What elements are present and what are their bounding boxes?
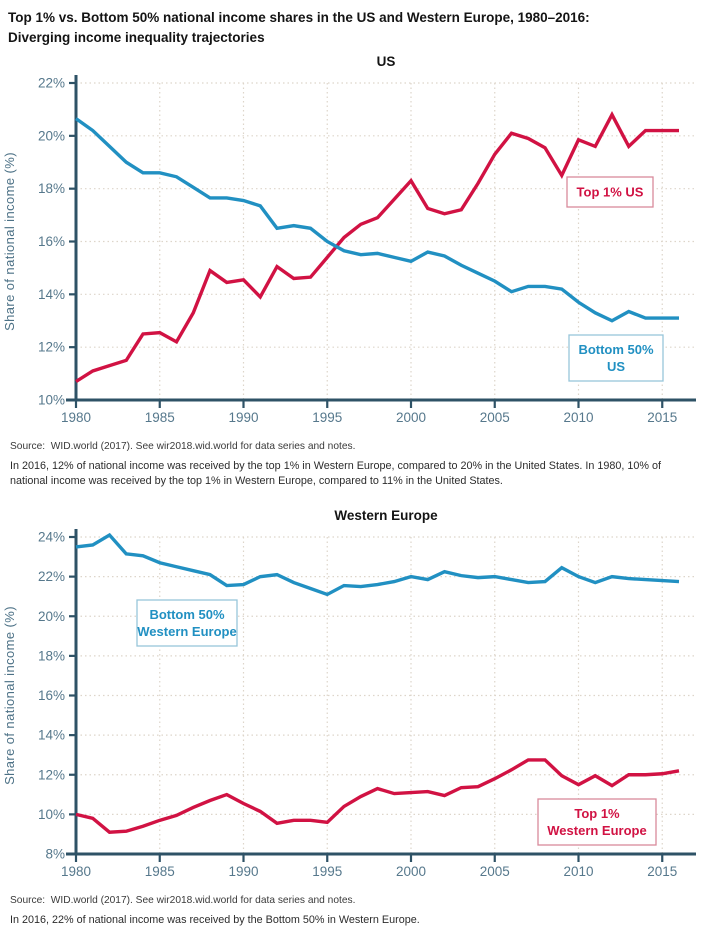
y-tick-label: 12% (37, 767, 65, 783)
x-tick-label: 1990 (228, 410, 259, 426)
series-line-bottom-50-western-europe (76, 535, 679, 594)
y-tick-label: 14% (37, 286, 65, 302)
source-note-we: Source: WID.world (2017). See wir2018.wid.world for data series and notes. (10, 895, 356, 907)
x-tick-label: 1985 (144, 410, 175, 426)
us-income-share-line-chart (0, 47, 710, 429)
y-tick-label: 12% (37, 339, 65, 355)
series-label-text: Bottom 50% (578, 342, 654, 358)
x-tick-label: 2000 (395, 410, 427, 426)
x-tick-label: 1990 (228, 864, 259, 880)
report-title-line-2: Diverging income inequality trajectories (8, 29, 265, 45)
x-tick-label: 1985 (144, 864, 175, 880)
x-tick-label: 2000 (395, 864, 427, 880)
y-tick-label: 22% (37, 75, 65, 91)
annotation-text-we: In 2016, 22% of national income was received by the Bottom 50% in Western Europe. (10, 914, 420, 927)
x-tick-label: 1980 (60, 410, 92, 426)
series-label-text: US (606, 359, 626, 375)
x-tick-label: 1995 (312, 864, 343, 880)
report-title-line-1: Top 1% vs. Bottom 50% national income shares in the US and Western Europe, 1980–2016: (8, 10, 590, 25)
series-label-text: Bottom 50% (149, 607, 225, 623)
series-label-text: Top 1% (574, 806, 620, 822)
annotation-text-us: In 2016, 12% of national income was received by the top 1% in Western Europe, compared to 20% in the United States. In 1980, 10% of national income was received by the top 1% in Western Europe, compared to 11% in the United States. (10, 460, 662, 488)
y-tick-label: 18% (37, 648, 65, 664)
y-tick-label: 22% (37, 569, 65, 585)
x-tick-label: 2015 (647, 410, 678, 426)
x-tick-label: 2010 (563, 864, 594, 880)
y-tick-label: 16% (37, 688, 65, 704)
chart-title: US (376, 54, 396, 70)
x-tick-label: 2005 (479, 864, 510, 880)
x-tick-label: 2015 (647, 864, 678, 880)
y-axis-label: Share of national income (%) (2, 152, 17, 332)
y-tick-label: 20% (37, 609, 65, 625)
y-tick-label: 8% (45, 846, 65, 862)
y-tick-label: 20% (37, 128, 65, 144)
y-tick-label: 10% (37, 807, 65, 823)
western-europe-income-share-line-chart (0, 501, 710, 883)
y-axis-label: Share of national income (%) (2, 606, 17, 786)
y-tick-label: 14% (37, 727, 65, 743)
y-tick-label: 16% (37, 234, 65, 250)
chart-title: Western Europe (334, 508, 438, 524)
series-label-text: Western Europe (547, 823, 647, 839)
x-tick-label: 2005 (479, 410, 510, 426)
y-tick-label: 24% (37, 529, 65, 545)
series-label-text: Top 1% US (576, 184, 644, 200)
series-line-bottom-50-us (76, 119, 679, 321)
x-tick-label: 1995 (312, 410, 343, 426)
y-tick-label: 10% (37, 392, 65, 408)
series-label-text: Western Europe (137, 624, 237, 640)
y-tick-label: 18% (37, 181, 65, 197)
x-tick-label: 1980 (60, 864, 92, 880)
source-note-us: Source: WID.world (2017). See wir2018.wid.world for data series and notes. (10, 441, 356, 453)
x-tick-label: 2010 (563, 410, 594, 426)
report-title (0, 0, 710, 47)
